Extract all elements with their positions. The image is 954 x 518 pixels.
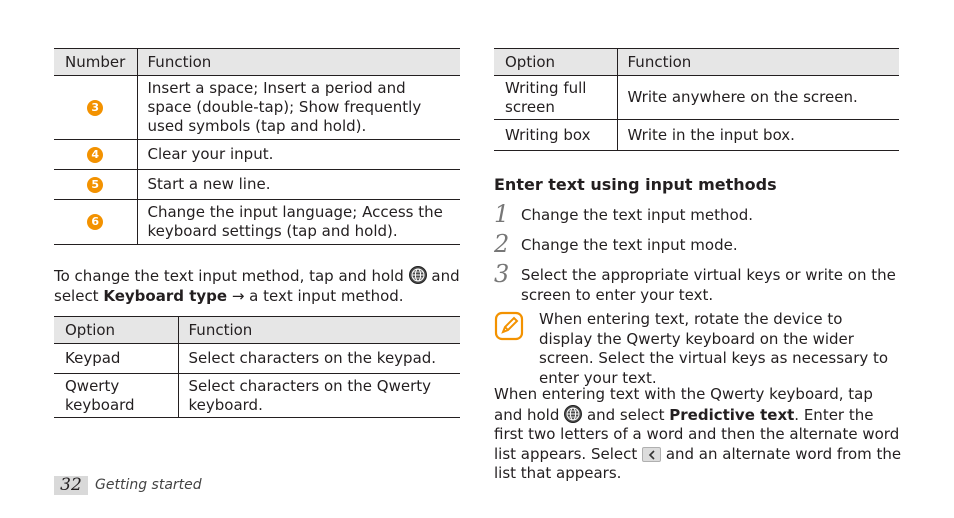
step-number: 1 — [494, 200, 510, 228]
number-3-icon: 3 — [87, 100, 103, 116]
number-5-icon: 5 — [87, 177, 103, 193]
table-header-function: Function — [137, 49, 460, 76]
function-cell: Change the input language; Access the keyboard settings (tap and hold). — [137, 200, 460, 245]
table-header-option: Option — [54, 317, 178, 344]
number-4-icon: 4 — [87, 147, 103, 163]
keyboard-type-label: Keyboard type — [103, 286, 228, 305]
table-header-number: Number — [54, 49, 137, 76]
table-row — [494, 76, 899, 120]
table-header-option: Option — [494, 49, 617, 76]
writing-options-table — [494, 48, 899, 151]
page-number: 32 — [54, 476, 88, 495]
step-text: Change the text input method. — [521, 206, 754, 224]
predictive-text-label: Predictive text — [669, 405, 795, 424]
section-heading: Enter text using input methods — [494, 175, 777, 194]
table-row — [54, 200, 460, 245]
input-method-paragraph: To change the text input method, tap and hold and select Keyboard type → a text input method. — [54, 267, 460, 305]
globe-icon — [409, 266, 427, 284]
step-text: Change the text input mode. — [521, 236, 738, 254]
step-number: 3 — [494, 260, 510, 288]
table-row — [54, 374, 460, 418]
chevron-left-icon — [642, 447, 661, 462]
number-function-table — [54, 48, 460, 245]
keyboard-options-table — [54, 316, 460, 418]
option-cell: Writing full screen — [494, 76, 617, 120]
function-cell: Clear your input. — [137, 140, 460, 170]
function-cell: Start a new line. — [137, 170, 460, 200]
table-header-function: Function — [617, 49, 899, 76]
function-cell: Select characters on the Qwerty keyboard. — [178, 374, 460, 418]
table-header-row — [54, 317, 460, 344]
note-text: When entering text, rotate the device to display the Qwerty keyboard on the wider screen. Select the virtual keys as necessary to enter your text. — [539, 310, 889, 387]
option-cell: Writing box — [494, 120, 617, 151]
table-row — [54, 344, 460, 374]
note-pencil-icon — [494, 311, 524, 345]
option-cell: Keypad — [54, 344, 178, 374]
table-row — [54, 76, 460, 140]
predictive-text-paragraph: When entering text with the Qwerty keyboard, tap and hold and select Predictive text. Enter the first two letters of a word and then the alternate word list appears. Select and an alternate word from the list that appears. — [494, 385, 902, 482]
function-cell: Write in the input box. — [617, 120, 899, 151]
globe-icon — [564, 405, 582, 423]
step-text: Select the appropriate virtual keys or write on the screen to enter your text. — [521, 266, 896, 304]
table-row — [494, 120, 899, 151]
function-cell: Write anywhere on the screen. — [617, 76, 899, 120]
section-name: Getting started — [95, 477, 202, 493]
option-cell: Qwerty keyboard — [54, 374, 178, 418]
function-cell: Insert a space; Insert a period and space (double-tap); Show frequently used symbols (tap and hold). — [137, 76, 460, 140]
function-cell: Select characters on the keypad. — [178, 344, 460, 374]
table-header-function: Function — [178, 317, 460, 344]
table-row — [54, 170, 460, 200]
step-number: 2 — [494, 230, 510, 258]
table-header-row — [54, 49, 460, 76]
number-6-icon: 6 — [87, 214, 103, 230]
table-row — [54, 140, 460, 170]
table-header-row — [494, 49, 899, 76]
